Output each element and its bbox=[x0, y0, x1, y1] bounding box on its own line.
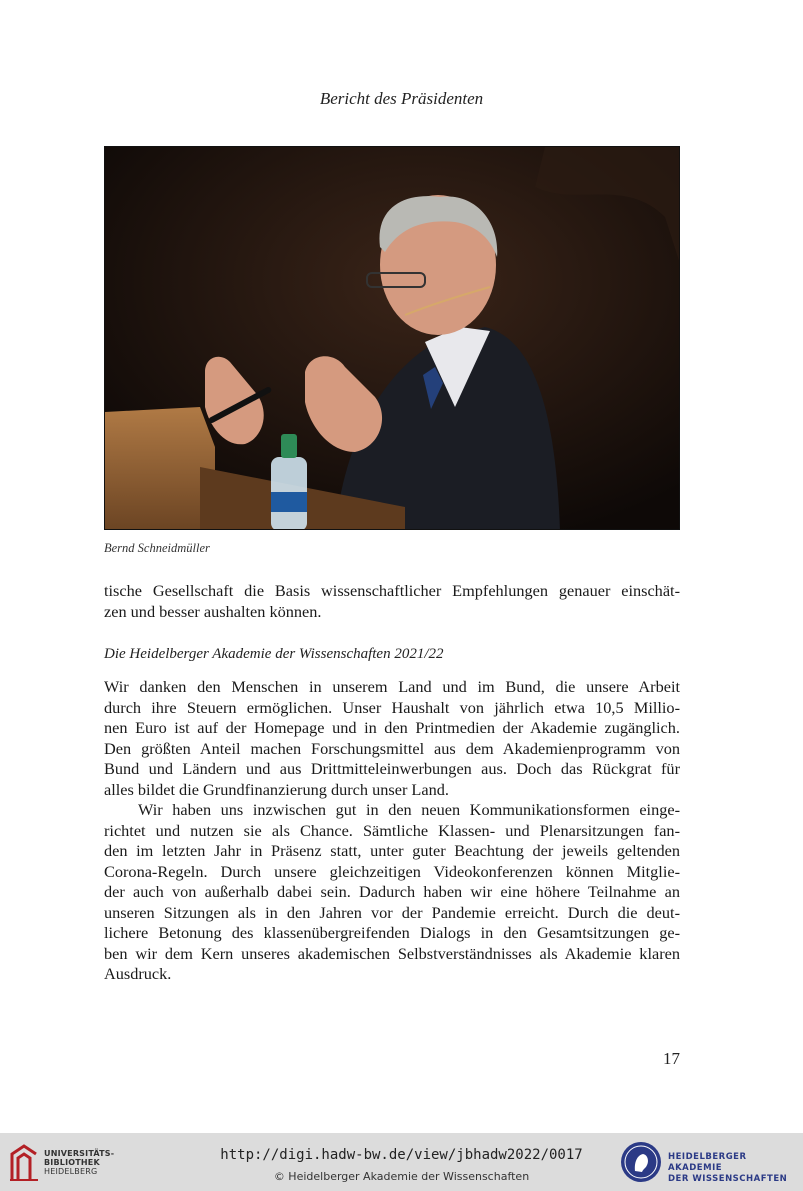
text-line: unseren Sitzungen als in den Jahren vor der Pandemie erreicht. Durch die deut- bbox=[104, 902, 680, 922]
copyright-notice: © Heidelberger Akademie der Wissenschaften bbox=[273, 1170, 530, 1183]
academy-logo-line: DER WISSENSCHAFTEN bbox=[668, 1174, 788, 1184]
paragraph-2 bbox=[104, 800, 680, 985]
text-line: Den größten Anteil machen Forschungsmittel aus dem Akademienprogramm von bbox=[104, 738, 680, 758]
ub-logo-line: BIBLIOTHEK bbox=[44, 1158, 100, 1167]
text-line: Bund und Ländern und aus Drittmitteleinwerbungen aus. Doch das Rückgrat für bbox=[104, 759, 680, 778]
text-line: den im letzten Jahr in Präsenz statt, unter guter Beachtung der jeweils geltenden bbox=[104, 841, 680, 860]
permalink-url[interactable]: http://digi.hadw-bw.de/view/jbhadw2022/0017 bbox=[220, 1147, 583, 1163]
text-line: tische Gesellschaft die Basis wissenschaftlicher Empfehlungen genauer einschät- bbox=[104, 581, 680, 600]
text-line: nen Euro ist auf der Homepage und in den Printmedien der Akademie zugänglich. bbox=[104, 718, 680, 737]
text-line: der auch von außerhalb dabei sein. Dadurch haben wir eine höhere Teilnahme an bbox=[104, 882, 680, 901]
academy-seal-icon bbox=[620, 1141, 662, 1183]
text-line: Ausdruck. bbox=[104, 964, 172, 983]
text-line: zen und besser aushalten können. bbox=[104, 601, 322, 621]
text-line: durch ihre Steuern ermöglichen. Unser Haushalt von jährlich etwa 10,5 Millio- bbox=[104, 697, 680, 717]
academy-logo[interactable] bbox=[620, 1141, 800, 1183]
text-line: Wir danken den Menschen in unserem Land und im Bund, die unsere Arbeit bbox=[104, 677, 680, 696]
page-number: 17 bbox=[663, 1049, 680, 1068]
paragraph-1 bbox=[104, 677, 680, 800]
text-line: richtet und nutzen sie als Chance. Sämtliche Klassen- und Plenarsitzungen fan- bbox=[104, 820, 680, 840]
academy-logo-line: HEIDELBERGER AKADEMIE bbox=[668, 1152, 747, 1173]
text-line: ben wir dem Kern unseres akademischen Selbstverständnisses als Akademie klaren bbox=[104, 943, 680, 963]
speaker-photo bbox=[104, 146, 680, 530]
text-line: Corona-Regeln. Durch unsere gleichzeitigen Videokonferenzen können Mitglie- bbox=[104, 861, 680, 881]
footer-bar bbox=[0, 1133, 803, 1191]
running-head: Bericht des Präsidenten bbox=[319, 89, 484, 108]
text-line: lichere Betonung des klassenübergreifenden Dialogs in den Gesamtsitzungen ge- bbox=[104, 923, 680, 942]
photo-caption: Bernd Schneidmüller bbox=[104, 541, 210, 555]
text-line: alles bildet die Grundfinanzierung durch unser Land. bbox=[104, 779, 449, 799]
body-text bbox=[104, 677, 680, 985]
ub-logo-line: HEIDELBERG bbox=[44, 1167, 98, 1176]
section-heading: Die Heidelberger Akademie der Wissenschaften 2021/22 bbox=[104, 646, 444, 662]
continued-paragraph bbox=[104, 581, 680, 622]
text-line: Wir haben uns inzwischen gut in den neuen Kommunikationsformen einge- bbox=[138, 800, 680, 819]
ub-logo-line: UNIVERSITÄTS- bbox=[44, 1149, 115, 1158]
